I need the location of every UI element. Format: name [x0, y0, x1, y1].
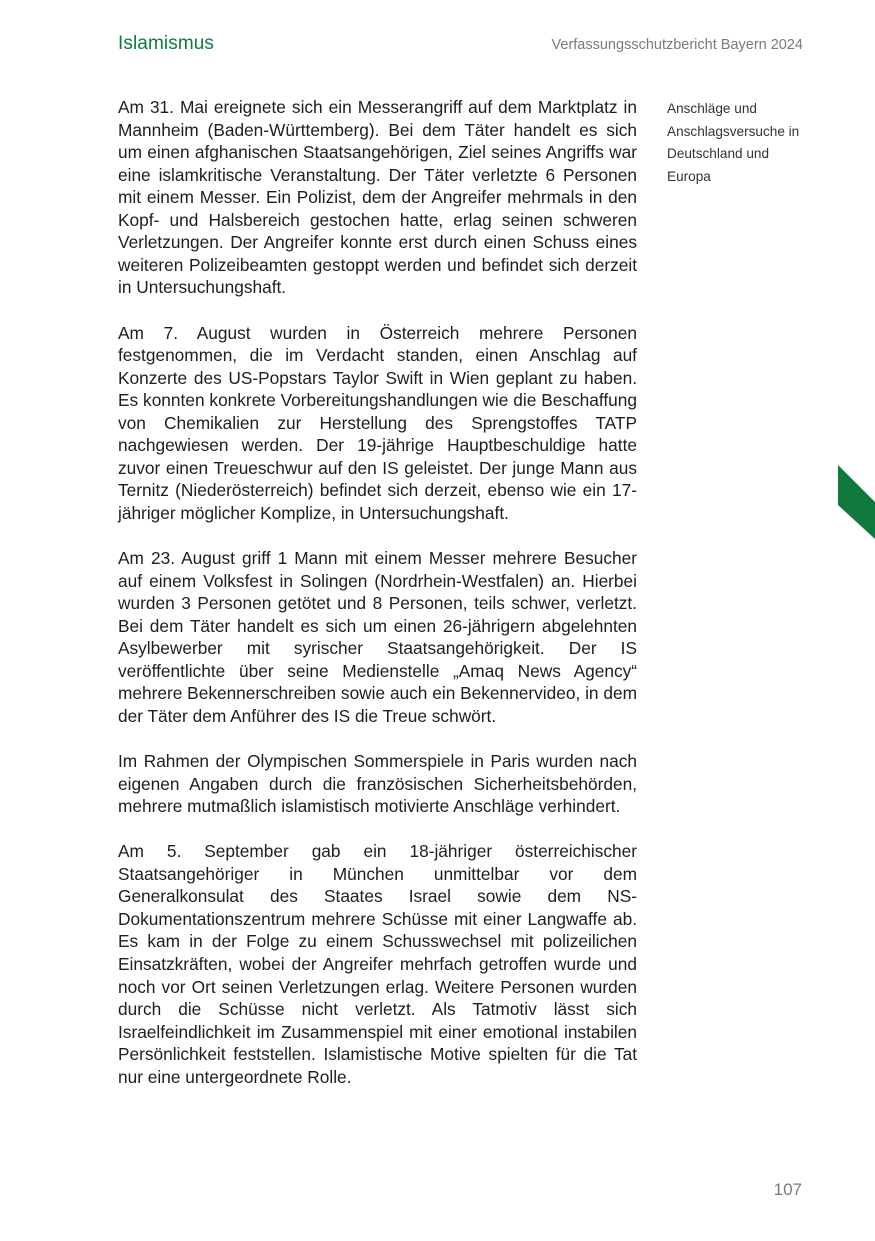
page-number: 107 [773, 1180, 802, 1199]
chapter-tab-marker [838, 465, 875, 539]
margin-note: Anschläge und Anschlagsversuche in Deutschland und Europa [667, 101, 800, 184]
body-text [118, 96, 637, 1111]
paragraph-munich: Am 5. September gab ein 18-jähriger österreichischer Staatsangehöriger in München unmittelbar vor dem Generalkonsulat des Staates Israel sowie dem NS-Dokumentationszentrum mehrere Schüsse mit einer Langwaffe ab. Es kam in der Folge zu einem Schusswechsel mit polizeilichen Einsatzkräften, wobei der Angreifer mehrfach getroffen wurde und noch vor Ort seinen Verletzungen erlag. Weitere Personen wurden durch die Schüsse nicht verletzt. Als Tatmotiv lässt sich Israelfeindlichkeit im Zusammenspiel mit einer emotional instabilen Persönlichkeit feststellen. Islamistische Motive spielten für die Tat nur eine untergeordnete Rolle. [118, 841, 637, 1087]
paragraph-mannheim: Am 31. Mai ereignete sich ein Messerangriff auf dem Marktplatz in Mannheim (Baden-Württemberg). Bei dem Täter handelt es sich um einen afghanischen Staatsangehörigen, Ziel seines Angriffs war eine islamkritische Veranstaltung. Der Täter verletzte 6 Personen mit einem Messer. Ein Polizist, dem der Angreifer mehrmals in den Kopf- und Halsbereich gestochen hatte, erlag seinen schweren Verletzungen. Der Angreifer konnte erst durch einen Schuss eines weiteren Polizeibeamten gestoppt werden und befindet sich derzeit in Untersuchungshaft. [118, 97, 637, 298]
paragraph-solingen: Am 23. August griff 1 Mann mit einem Messer mehrere Besucher auf einem Volksfest in Solingen (Nordrhein-Westfalen) an. Hierbei wurden 3 Personen getötet und 8 Personen, teils schwer, verletzt. Bei dem Täter handelt es sich um einen 26-jährigern abgelehnten Asylbewerber mit syrischer Staatsangehörigkeit. Der IS veröffentlichte über seine Medienstelle „Amaq News Agency“ mehrere Bekennerschreiben sowie auch ein Bekennervideo, in dem der Täter dem Anführer des IS die Treue schwört. [118, 548, 637, 726]
section-title: Islamismus [118, 33, 215, 54]
report-title: Verfassungsschutzbericht Bayern 2024 [551, 37, 803, 53]
paragraph-vienna: Am 7. August wurden in Österreich mehrere Personen festgenommen, die im Verdacht standen, einen Anschlag auf Konzerte des US-Popstars Taylor Swift in Wien geplant zu haben. Es konnten konkrete Vorbereitungshandlungen wie die Beschaffung von Chemikalien zur Herstellung des Sprengstoffes TATP nachgewiesen werden. Der 19-jährige Hauptbeschuldige hatte zuvor einen Treueschwur auf den IS geleistet. Der junge Mann aus Ternitz (Niederösterreich) befindet sich derzeit, ebenso wie ein 17-jähriger möglicher Komplize, in Untersuchungshaft. [118, 322, 637, 523]
chapter-tab-shape [838, 465, 875, 539]
paragraph-paris: Im Rahmen der Olympischen Sommerspiele in Paris wurden nach eigenen Angaben durch die französischen Sicherheitsbehörden, mehrere mutmaßlich islamistisch motivierte Anschläge verhindert. [118, 751, 637, 817]
